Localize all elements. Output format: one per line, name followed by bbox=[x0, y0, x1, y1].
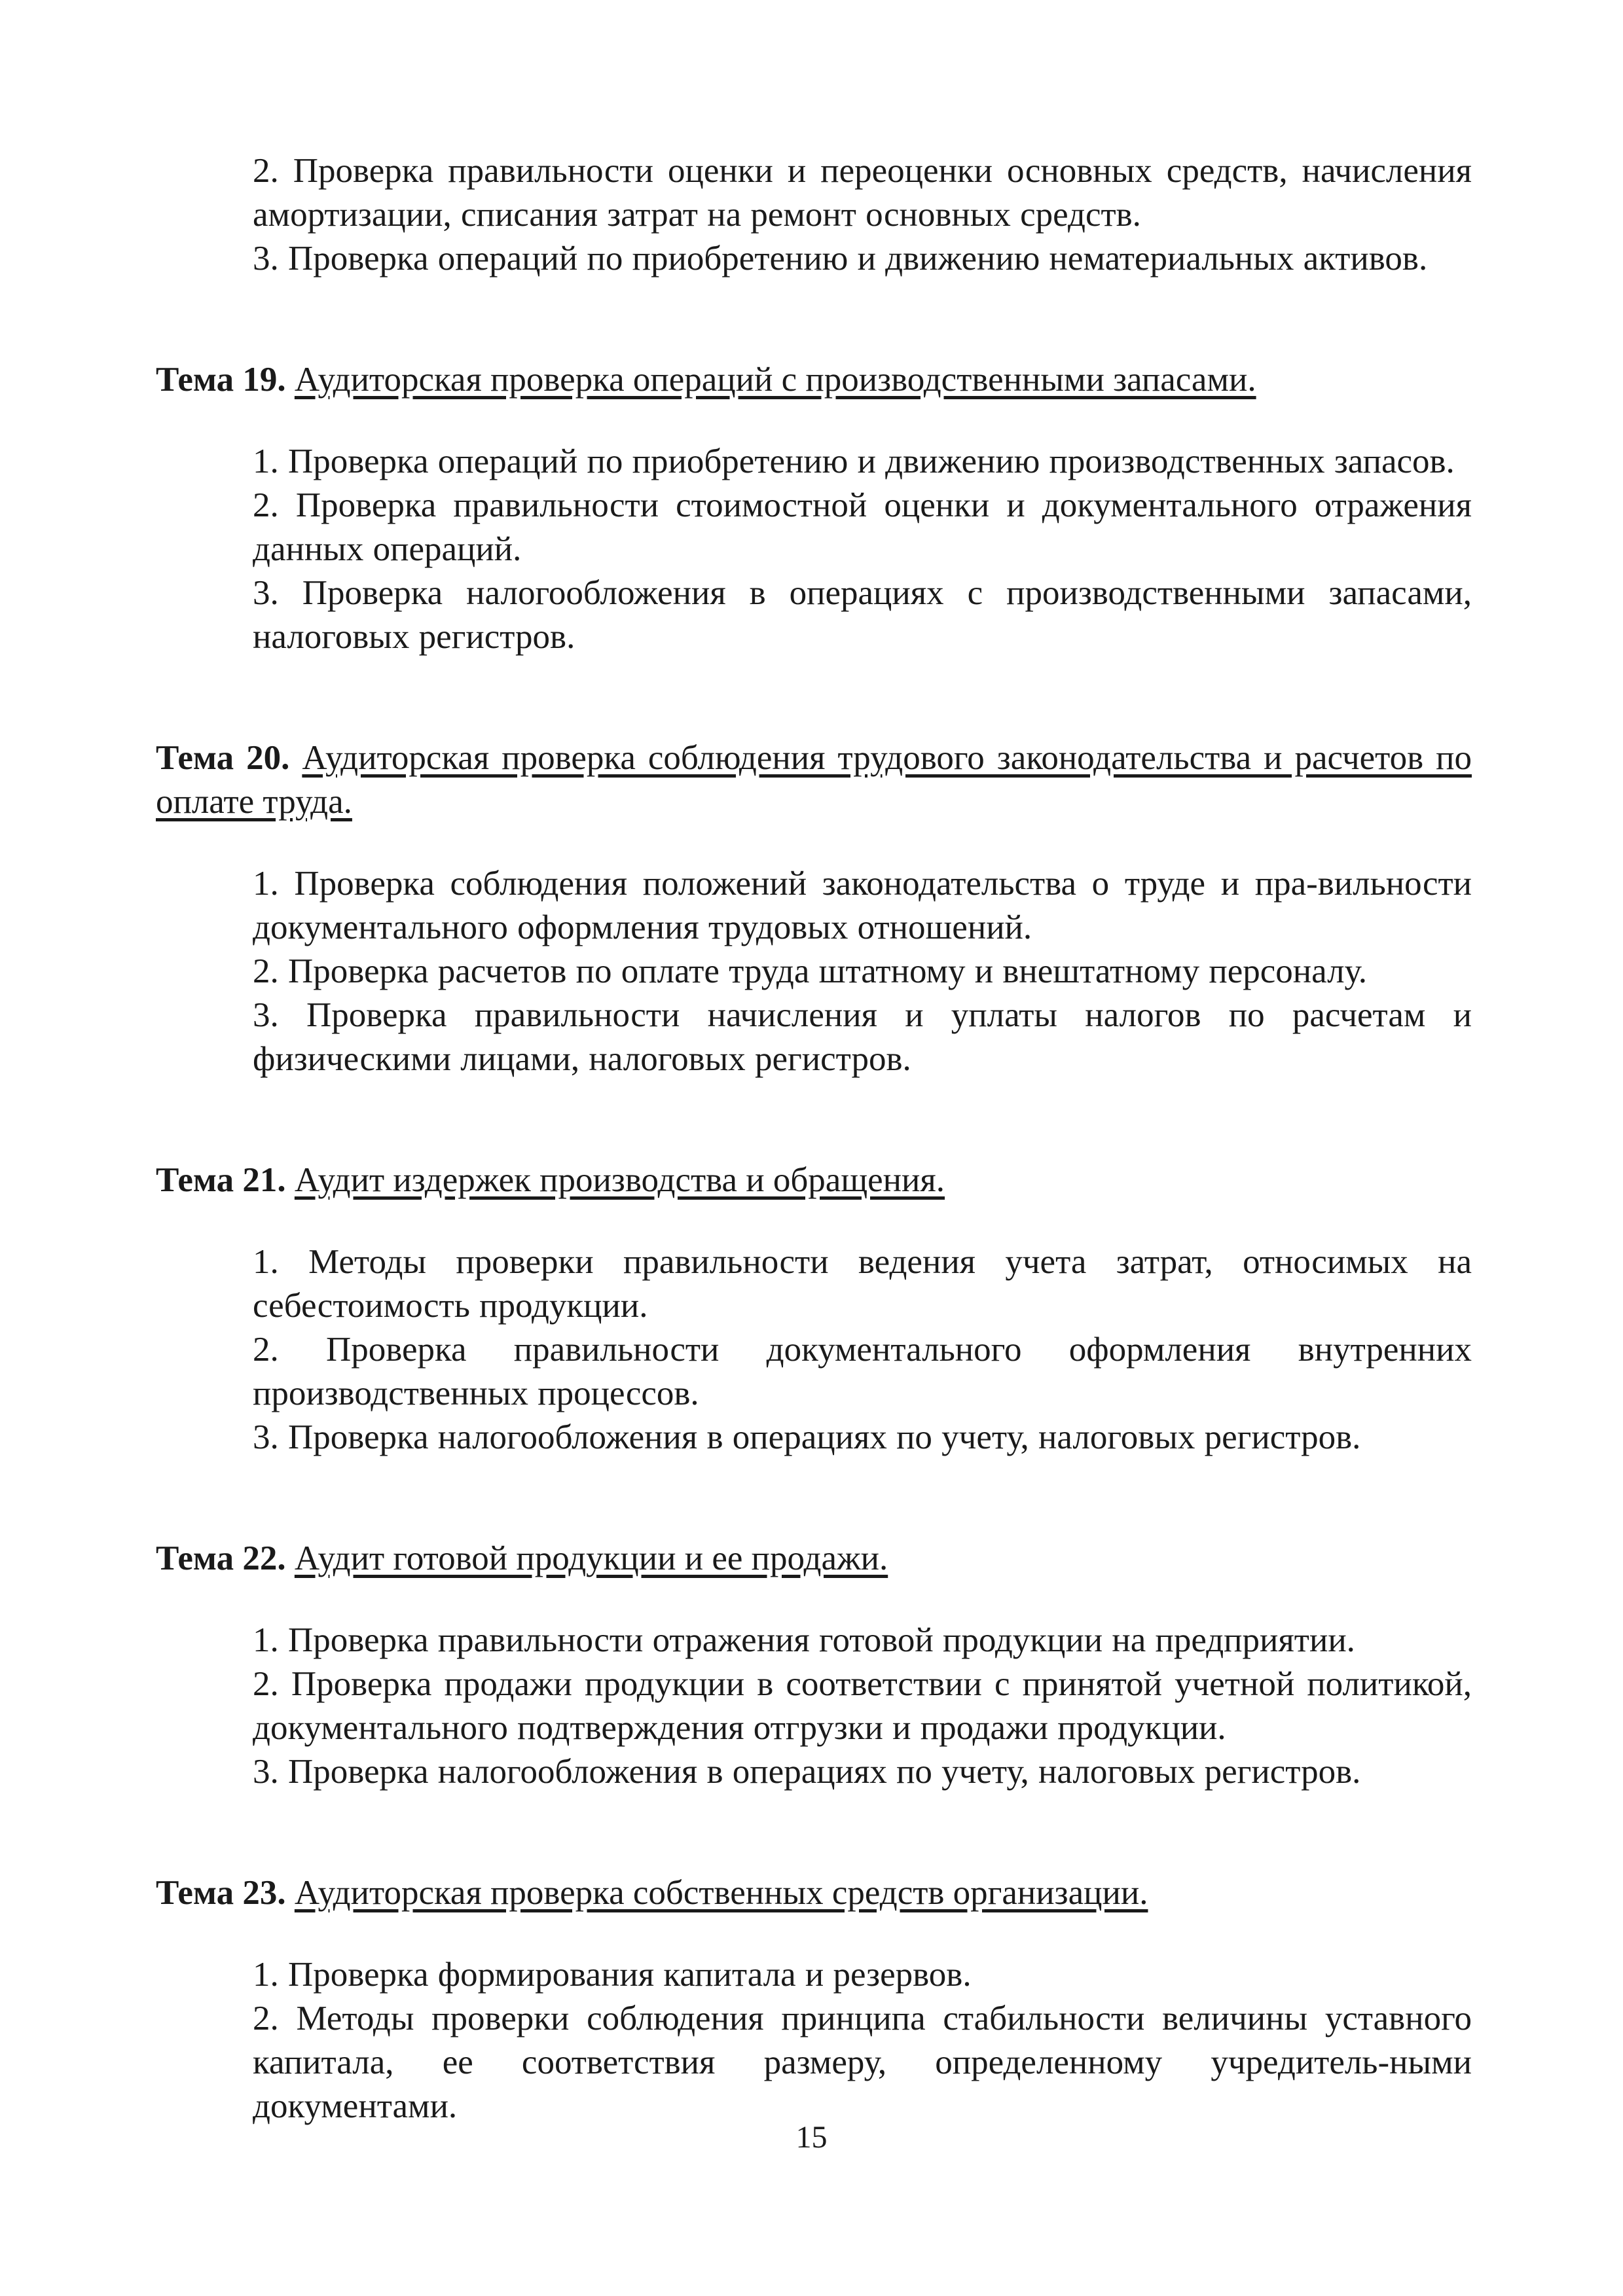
section-heading bbox=[156, 1537, 1472, 1581]
section-heading bbox=[156, 736, 1472, 824]
section-title: Аудит издержек производства и обращения. bbox=[294, 1161, 945, 1199]
list-item: 1. Проверка операций по приобретению и движению производственных запасов. bbox=[253, 442, 1455, 480]
section-title: Аудиторская проверка собственных средств организации. bbox=[294, 1874, 1148, 1912]
section-label: Тема 22. bbox=[156, 1539, 286, 1577]
section-topic-22 bbox=[156, 1537, 1472, 1794]
list-item: 2. Проверка продажи продукции в соответствии с принятой учетной политикой, документального подтверждения отгрузки и продажи продукции. bbox=[253, 1665, 1472, 1747]
list-item: 2. Проверка правильности документального оформления внутренних производственных процессов. bbox=[253, 1331, 1472, 1412]
section-label: Тема 19. bbox=[156, 361, 286, 399]
section-heading bbox=[156, 1158, 1472, 1202]
list-item: 3. Проверка налогообложения в операциях с производственными запасами, налоговых регистров. bbox=[253, 574, 1472, 656]
list-item: 2. Проверка расчетов по оплате труда штатному и внештатному персоналу. bbox=[253, 952, 1367, 990]
section-title: Аудиторская проверка соблюдения трудового законодательства и расчетов по оплате труда. bbox=[156, 739, 1472, 821]
list-item: 3. Проверка налогообложения в операциях по учету, налоговых регистров. bbox=[253, 1418, 1361, 1456]
list-item: 1. Проверка формирования капитала и резервов. bbox=[253, 1956, 972, 1994]
list-item: 2. Проверка правильности оценки и переоценки основных средств, начисления амортизации, списания затрат на ремонт основных средств. bbox=[253, 152, 1472, 234]
page-content bbox=[156, 149, 1472, 2128]
list-item: 3. Проверка налогообложения в операциях по учету, налоговых регистров. bbox=[253, 1753, 1361, 1791]
list-item: 3. Проверка операций по приобретению и движению нематериальных активов. bbox=[253, 240, 1428, 278]
list-item: 3. Проверка правильности начисления и уплаты налогов по расчетам и физическими лицами, налоговых регистров. bbox=[253, 996, 1472, 1078]
section-topic-20 bbox=[156, 736, 1472, 1081]
list-item: 2. Проверка правильности стоимостной оценки и документального отражения данных операций. bbox=[253, 486, 1472, 568]
section-heading bbox=[156, 1871, 1472, 1915]
section-topic-21 bbox=[156, 1158, 1472, 1460]
section-title: Аудит готовой продукции и ее продажи. bbox=[294, 1539, 888, 1577]
section-topic-23 bbox=[156, 1871, 1472, 2128]
list-item: 1. Проверка правильности отражения готовой продукции на предприятии. bbox=[253, 1621, 1355, 1659]
section-heading bbox=[156, 358, 1472, 402]
intro-items bbox=[156, 149, 1472, 281]
section-label: Тема 20. bbox=[156, 739, 290, 777]
page-number: 15 bbox=[795, 2120, 828, 2155]
section-label: Тема 23. bbox=[156, 1874, 286, 1912]
list-item: 1. Проверка соблюдения положений законодательства о труде и пра-вильности документального оформления трудовых отношений. bbox=[253, 865, 1472, 946]
section-label: Тема 21. bbox=[156, 1161, 286, 1199]
section-topic-19 bbox=[156, 358, 1472, 659]
list-item: 1. Методы проверки правильности ведения учета затрат, относимых на себестоимость продукции. bbox=[253, 1243, 1472, 1325]
list-item: 2. Методы проверки соблюдения принципа стабильности величины уставного капитала, ее соответствия размеру, определенному учредитель-ными документами. bbox=[253, 2000, 1472, 2125]
section-title: Аудиторская проверка операций с производственными запасами. bbox=[294, 361, 1256, 399]
